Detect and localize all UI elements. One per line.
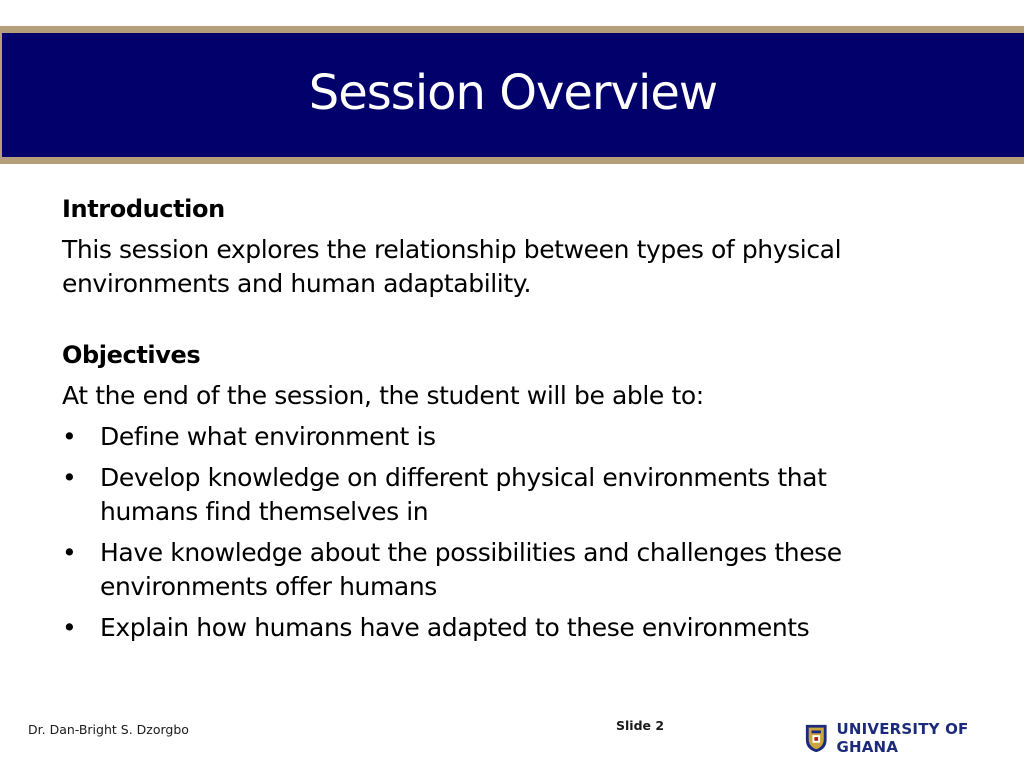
footer-author: Dr. Dan-Bright S. Dzorgbo (28, 722, 189, 737)
introduction-text: This session explores the relationship between types of physical environments and human adaptability. (62, 235, 842, 298)
objective-text: Have knowledge about the possibilities and challenges these environments offer humans (100, 538, 842, 601)
list-item (62, 611, 920, 645)
university-logo (804, 720, 1024, 756)
objective-text: Develop knowledge on different physical environments that humans find themselves in (100, 463, 827, 526)
crest-icon (804, 722, 828, 754)
introduction-heading: Introduction (62, 195, 225, 223)
objectives-heading: Objectives (62, 341, 201, 369)
list-item (62, 461, 920, 529)
section-gap (62, 301, 962, 339)
bullet-icon: • (62, 422, 77, 451)
bullet-icon: • (62, 538, 77, 567)
title-bar (2, 33, 1024, 157)
objectives-lead: At the end of the session, the student will be able to: (62, 381, 704, 410)
slide-title: Session Overview (308, 65, 718, 121)
bullet-icon: • (62, 463, 77, 492)
slide-content (62, 193, 962, 645)
list-item (62, 420, 920, 454)
footer-slide-number: Slide 2 (616, 718, 665, 733)
objective-text: Explain how humans have adapted to these environments (100, 613, 810, 642)
objectives-list (62, 420, 962, 645)
objective-text: Define what environment is (100, 422, 436, 451)
bullet-icon: • (62, 613, 77, 642)
list-item (62, 536, 920, 604)
institution-name: UNIVERSITY OF GHANA (836, 720, 969, 756)
